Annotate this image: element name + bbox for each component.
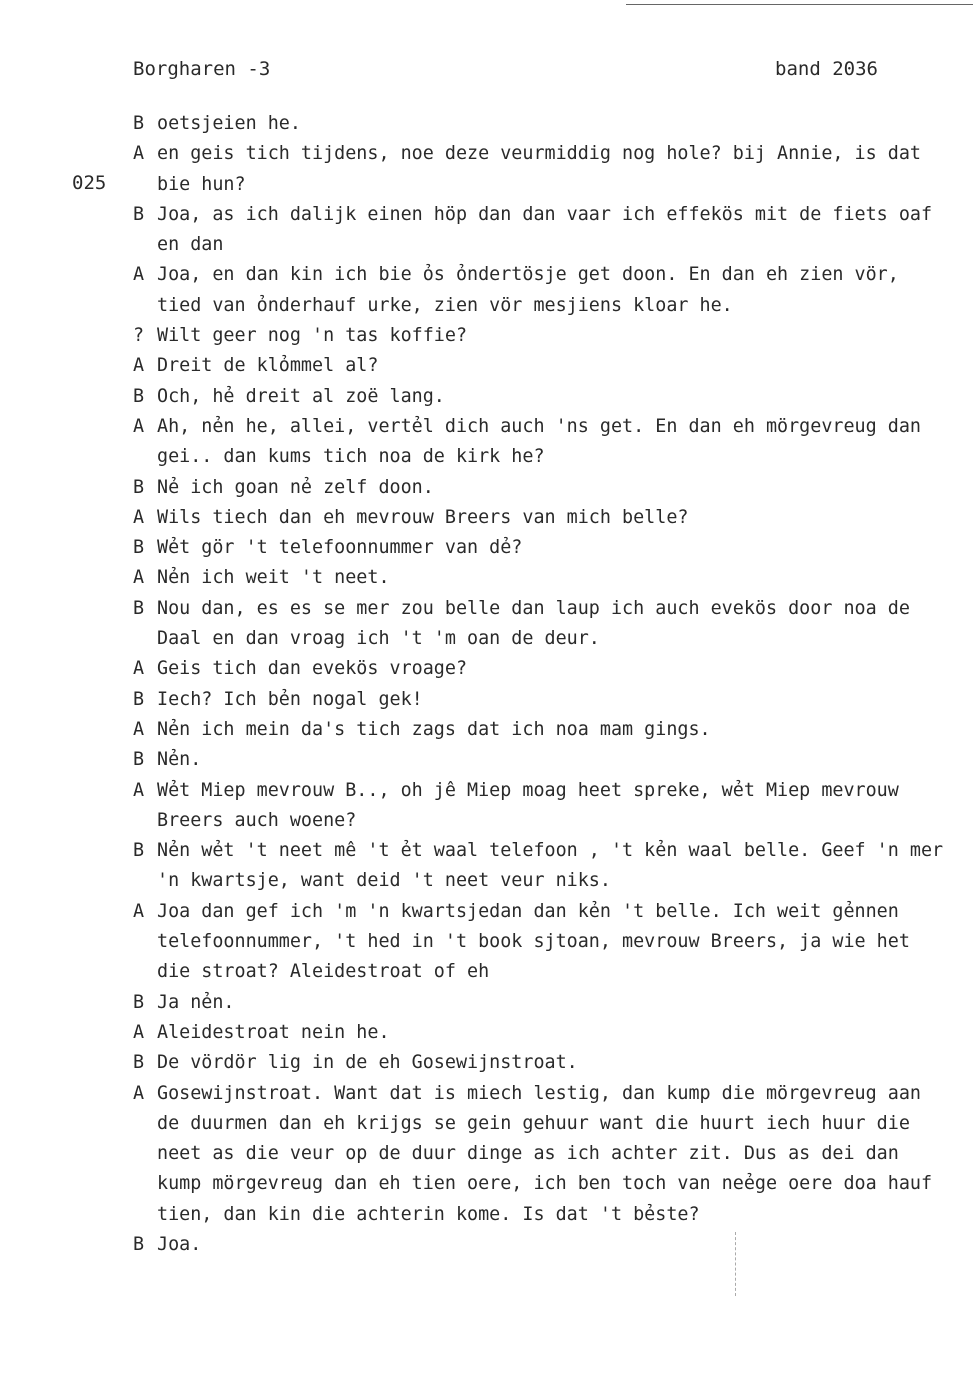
transcript-line [133, 382, 953, 412]
line-text: Aleidestroat nein he. [157, 1021, 390, 1043]
line-text: Joa dan gef ich 'm 'n kwartsjedan dan kẻn 't belle. Ich weit gẻnnen telefoonnummer, 't hed in 't book sjtoan, mevrouw Breers, ja wie het die stroat? Aleidestroat of eh [157, 900, 921, 983]
line-text: Ah, nẻn he, allei, vertẻl dich auch 'ns get. En dan eh mörgevreug dan gei.. dan kums tich noa de kirk he? [157, 415, 933, 468]
transcript-line [133, 1230, 953, 1260]
transcript-line [133, 745, 953, 775]
speaker-label: A [133, 779, 145, 801]
line-text: Nẻn ich weit 't neet. [157, 567, 390, 589]
speaker-label: B [133, 385, 145, 407]
line-text: Wilt geer nog 'n tas koffie? [157, 325, 468, 347]
transcript-line [133, 988, 953, 1018]
speaker-label: B [133, 1052, 145, 1074]
speaker-label: A [133, 900, 145, 922]
transcript-line [133, 1079, 953, 1230]
transcript-line [133, 351, 953, 381]
line-text: Nẻ ich goan nẻ zelf doon. [157, 476, 434, 498]
transcript-line [133, 473, 953, 503]
transcript-line [133, 685, 953, 715]
transcript-line [133, 412, 953, 473]
margin-dashed-mark [735, 1232, 736, 1296]
speaker-label: A [133, 567, 145, 589]
line-text: oetsjeien he. [157, 113, 301, 134]
speaker-label: A [133, 658, 145, 680]
transcript-line [133, 897, 953, 988]
header-title: Borgharen -3 [133, 58, 271, 80]
speaker-label: B [133, 688, 145, 710]
transcript-line [133, 533, 953, 563]
speaker-label: A [133, 1021, 145, 1043]
transcript-line [133, 200, 953, 261]
speaker-label: B [133, 991, 145, 1013]
line-text: Dreit de klỏmmel al? [157, 355, 379, 377]
transcript-line [133, 1048, 953, 1078]
speaker-label: A [133, 1082, 145, 1104]
line-text: Wẻt gör 't telefoonnummer van dẻ? [157, 537, 523, 559]
speaker-label: B [133, 113, 145, 134]
speaker-label: A [133, 143, 145, 165]
speaker-label: B [133, 597, 145, 619]
line-text: Geis tich dan evekös vroage? [157, 658, 468, 680]
speaker-label: B [133, 476, 145, 498]
speaker-label: A [133, 718, 145, 740]
line-text: Nẻn. [157, 749, 202, 771]
transcript-line [133, 109, 953, 139]
line-text: Wẻt Miep mevrouw B.., oh jê Miep moag heet spreke, wẻt Miep mevrouw Breers auch woene? [157, 779, 910, 831]
line-text: Iech? Ich bẻn nogal gek! [157, 688, 423, 710]
speaker-label: B [133, 203, 145, 225]
transcript-line [133, 503, 953, 533]
speaker-label: B [133, 840, 145, 862]
transcript-line [133, 139, 953, 200]
line-text: De vördör lig in de eh Gosewijnstroat. [157, 1052, 578, 1074]
margin-counter: 025 [72, 172, 107, 194]
speaker-label: A [133, 506, 145, 528]
speaker-label: A [133, 415, 145, 437]
transcript-line [133, 563, 953, 593]
speaker-label: A [133, 355, 145, 377]
line-text: en geis tich tijdens, noe deze veurmiddig nog hole? bij Annie, is dat bie hun? [157, 143, 933, 195]
top-rule [626, 4, 973, 5]
transcript-line [133, 1018, 953, 1048]
line-text: Nẻn wẻt 't neet mê 't ẻt waal telefoon , 't kẻn waal belle. Geef 'n mer 'n kwartsje, want deid 't neet veur niks. [157, 840, 955, 892]
line-text: Och, hẻ dreit al zoë lang. [157, 385, 445, 407]
line-text: Gosewijnstroat. Want dat is miech lestig, dan kump die mörgevreug aan de duurmen dan eh krijgs se gein gehuur want die huurt iech huur die neet as die veur op de duur dinge as ich achter zit. Dus as dei dan kump mörgevreug dan eh tien oere, ich ben toch van neẻge oere doa hauf tien, dan kin die achterin kome. Is dat 't bẻste? [157, 1082, 944, 1225]
line-text: Nẻn ich mein da's tich zags dat ich noa mam gings. [157, 718, 711, 740]
speaker-label: B [133, 1233, 145, 1255]
transcript-line [133, 654, 953, 684]
transcript-line [133, 836, 953, 897]
transcript-line [133, 321, 953, 351]
transcript-line [133, 715, 953, 745]
speaker-label: B [133, 537, 145, 559]
speaker-label: B [133, 749, 145, 771]
speaker-label: ? [133, 325, 145, 347]
line-text: Nou dan, es es se mer zou belle dan laup ich auch evekös door noa de Daal en dan vroag ich 't 'm oan de deur. [157, 597, 921, 650]
speaker-label: A [133, 264, 145, 286]
header-tape-number: band 2036 [775, 58, 878, 80]
line-text: Joa, en dan kin ich bie ỏs ỏndertösje get doon. En dan eh zien vör, tied van ỏnderhauf urke, zien vör mesjiens kloar he. [157, 264, 910, 316]
line-text: Joa. [157, 1233, 202, 1255]
transcript-line [133, 260, 953, 321]
transcript-line [133, 594, 953, 655]
transcript-line [133, 776, 953, 837]
line-text: Ja nẻn. [157, 991, 235, 1013]
transcript [133, 109, 953, 1260]
line-text: Wils tiech dan eh mevrouw Breers van mich belle? [157, 506, 689, 528]
line-text: Joa, as ich dalijk einen höp dan dan vaar ich effekös mit de fiets oaf en dan [157, 203, 944, 256]
